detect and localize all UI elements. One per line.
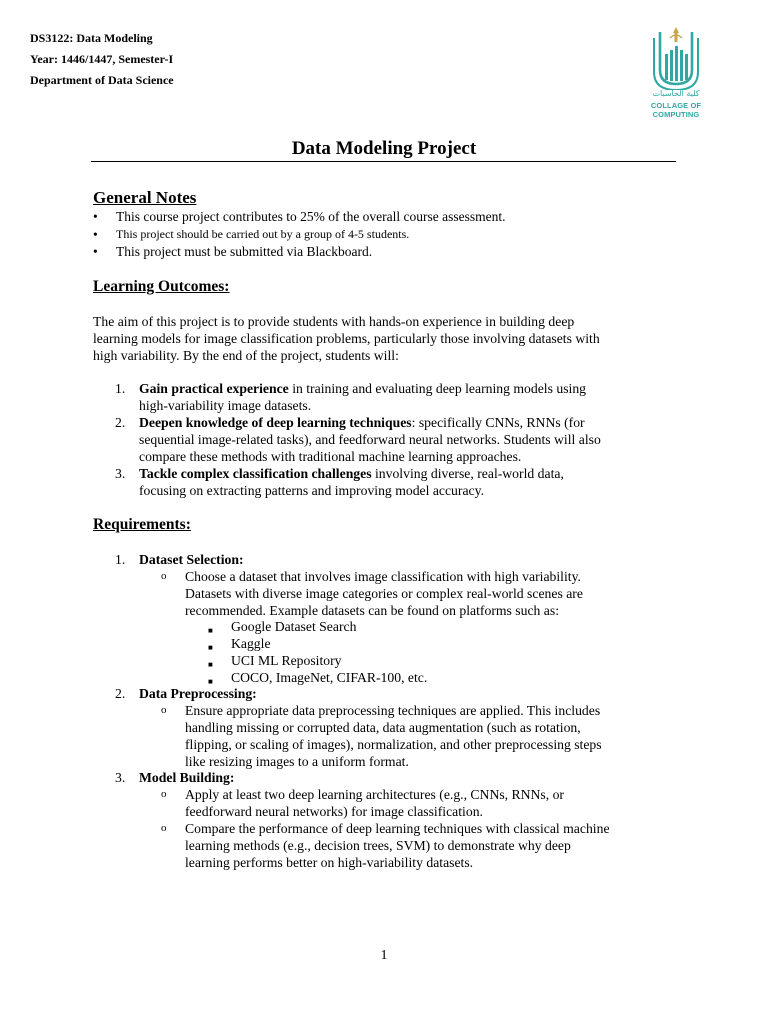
dataset-source-list: ■ Google Dataset Search ■ Kaggle ■ UCI ML Repository ■ COCO, ImageNet, CIFAR-100, etc.	[208, 618, 608, 686]
department-name: Department of Data Science	[30, 73, 174, 87]
learning-outcomes-heading: Learning Outcomes:	[93, 278, 230, 295]
title-divider	[91, 161, 676, 162]
outcome-item: 3. Tackle complex classification challenges involving diverse, real-world data, focusing on extracting patterns and improving model accuracy.	[115, 466, 564, 498]
college-logo-icon	[628, 24, 724, 90]
academic-year: Year: 1446/1447, Semester-I	[30, 52, 174, 66]
square-bullet-icon: ■	[208, 643, 213, 652]
learning-outcomes-intro: The aim of this project is to provide students with hands-on experience in building deep learning models for image classification problems, particularly those involving datasets with high variability. By the end of the project, students will:	[93, 314, 600, 363]
page-number: 1	[380, 948, 388, 963]
circle-bullet-icon: o	[161, 788, 167, 800]
page-title: Data Modeling Project	[291, 138, 477, 159]
requirements-heading: Requirements:	[93, 516, 191, 533]
square-bullet-icon: ■	[208, 677, 213, 686]
logo-arabic-text: كلية الحاسبات	[652, 89, 700, 98]
requirement-subitem: o Choose a dataset that involves image classification with high variability. Datasets with diverse image categories or complex real-world scenes are recommended. Example datasets can be found on platforms such as:	[161, 569, 583, 618]
requirement-subitem: o Apply at least two deep learning architectures (e.g., CNNs, RNNs, or feedforward neural networks) for image classification.	[161, 787, 564, 819]
bullet-icon: •	[93, 244, 98, 259]
requirement-item: 3. Model Building:	[115, 770, 235, 785]
outcome-item: 2. Deepen knowledge of deep learning techniques: specifically CNNs, RNNs (for sequential image-related tasks), and feedforward neural networks. Students will also compare these methods with traditional machine learning approaches.	[115, 415, 601, 464]
square-bullet-icon: ■	[208, 626, 213, 635]
circle-bullet-icon: o	[161, 570, 167, 582]
square-bullet-icon: ■	[208, 660, 213, 669]
requirement-item: 2. Data Preprocessing:	[115, 686, 257, 701]
requirement-subitem: o Ensure appropriate data preprocessing techniques are applied. This includes handling missing or corrupted data, data augmentation (such as rotation, flipping, or scaling of images), normalization, and other preprocessing steps like resizing images to a uniform format.	[161, 703, 602, 769]
course-code: DS3122: Data Modeling	[30, 31, 153, 45]
requirement-subitem: o Compare the performance of deep learning techniques with classical machine learning methods (e.g., decision trees, SVM) to demonstrate why deep learning performs better on high-variability datasets.	[161, 821, 610, 870]
general-notes-heading: General Notes	[93, 188, 197, 207]
bullet-icon: •	[93, 227, 98, 242]
logo-english-text: COLLAGE OF COMPUTING	[650, 101, 702, 119]
circle-bullet-icon: o	[161, 822, 167, 834]
circle-bullet-icon: o	[161, 704, 167, 716]
outcome-item: 1. Gain practical experience in training and evaluating deep learning models using high-variability image datasets.	[115, 381, 587, 413]
requirement-item: 1. Dataset Selection:	[115, 552, 244, 567]
bullet-icon: •	[93, 209, 98, 224]
